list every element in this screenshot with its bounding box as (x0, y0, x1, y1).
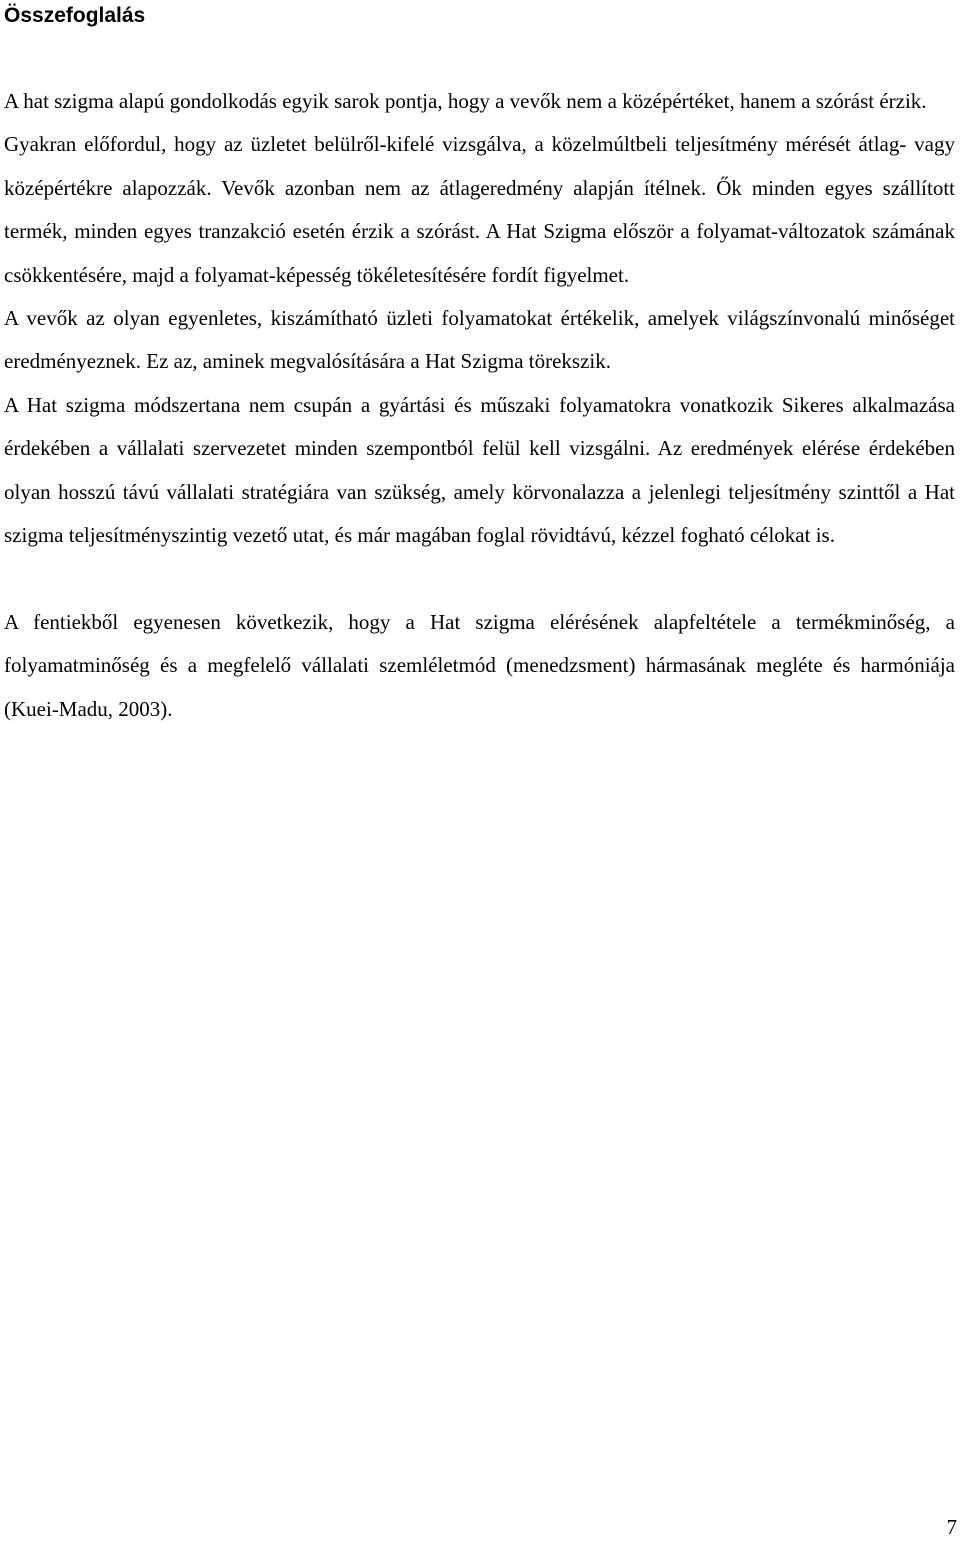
paragraph-4: A Hat szigma módszertana nem csupán a gyártási és műszaki folyamatokra vonatkozik Sikeres alkalmazása érdekében a vállalati szervezetet minden szempontból felül kell vizsgálni. Az eredmények elérése érdekében olyan hosszú távú vállalati stratégiára van szükség, amely körvonalazza a jelenlegi teljesítmény szinttől a Hat szigma teljesítményszintig vezető utat, és már magában foglal rövidtávú, kézzel fogható célokat is. (4, 392, 955, 548)
paragraph-2: Gyakran előfordul, hogy az üzletet belülről-kifelé vizsgálva, a közelmúltbeli teljesítmény mérését átlag- vagy középértékre alapozzák. Vevők azonban nem az átlageredmény alapján ítélnek. Ők minden egyes szállított termék, minden egyes tranzakció esetén érzik a szórást. A Hat Szigma először a folyamat-változatok számának csökkentésére, majd a folyamat-képesség tökéletesítésére fordít figyelmet. (4, 132, 955, 287)
paragraph-1: A hat szigma alapú gondolkodás egyik sarok pontja, hogy a vevők nem a középértéket, hanem a szórást érzik. (4, 89, 927, 113)
page-number: 7 (946, 1515, 957, 1539)
paragraph-5: A fentiekből egyenesen következik, hogy a Hat szigma elérésének alapfeltétele a termékminőség, a folyamatminőség és a megfelelő vállalati szemléletmód (menedzsment) hármasának megléte és harmóniája (Kuei-Madu, 2003). (4, 609, 955, 721)
paragraph-3: A vevők az olyan egyenletes, kiszámítható üzleti folyamatokat értékelik, amelyek világszínvonalú minőséget eredményeznek. Ez az, aminek megvalósítására a Hat Szigma törekszik. (4, 306, 955, 374)
document-body (4, 80, 955, 731)
section-title: Összefoglalás (4, 4, 146, 27)
